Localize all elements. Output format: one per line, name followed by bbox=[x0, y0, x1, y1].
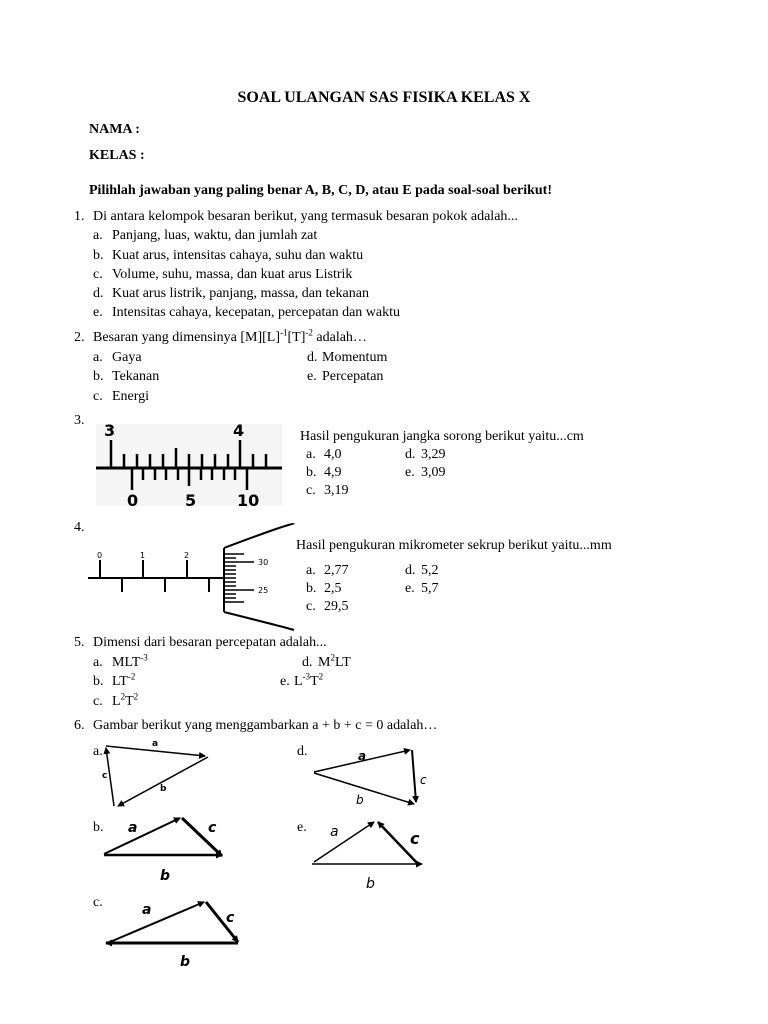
q4-option-c-letter: c. bbox=[306, 599, 316, 614]
q5-c-p1: L bbox=[112, 694, 121, 709]
q6-option-e-letter: e. bbox=[297, 820, 307, 835]
vector-label-a: a bbox=[330, 824, 339, 840]
q5-option-d-letter: d. bbox=[302, 655, 313, 670]
q4-option-d-text: 5,2 bbox=[421, 563, 439, 578]
q2-option-b-letter: b. bbox=[93, 369, 104, 384]
q1-option-d bbox=[93, 286, 104, 302]
q5-b-base: LT bbox=[112, 674, 128, 689]
q2-text-pre: Besaran yang dimensinya [M][L] bbox=[93, 330, 280, 345]
vector-label-c: c bbox=[410, 829, 420, 848]
q5-option-a-letter: a. bbox=[93, 655, 103, 670]
q1-option-b bbox=[93, 248, 104, 264]
q2-text-mid: [T] bbox=[287, 330, 306, 345]
q1-option-a-text: Panjang, luas, waktu, dan jumlah zat bbox=[112, 228, 318, 243]
q1-option-b-text: Kuat arus, intensitas cahaya, suhu dan waktu bbox=[112, 248, 364, 263]
q5-text: Dimensi dari besaran percepatan adalah... bbox=[93, 635, 327, 650]
q5-option-a-text bbox=[112, 652, 148, 671]
vector-a-arrow bbox=[314, 822, 374, 862]
thimble-ticks bbox=[224, 554, 254, 602]
vector-diagram-c bbox=[100, 890, 245, 970]
q5-option-e-text bbox=[294, 671, 324, 690]
q2-option-e-letter: e. bbox=[307, 369, 317, 384]
instruction: Pilihlah jawaban yang paling benar A, B, C, D, atau E pada soal-soal berikut! bbox=[89, 183, 553, 198]
option-letter: c. bbox=[93, 267, 103, 282]
q1-option-c-text: Volume, suhu, massa, dan kuat arus Listrik bbox=[112, 267, 353, 282]
q5-c-p2: T bbox=[125, 694, 134, 709]
sleeve-label-1: 1 bbox=[140, 551, 146, 560]
q2-option-a-letter: a. bbox=[93, 350, 103, 365]
q2-text-post: adalah… bbox=[312, 330, 367, 345]
sleeve-upper-ticks bbox=[100, 560, 187, 578]
q2-text bbox=[93, 327, 367, 346]
q6-text: Gambar berikut yang menggambarkan a + b + c = 0 adalah… bbox=[93, 718, 438, 733]
vector-diagram-a bbox=[100, 736, 215, 811]
vector-label-a: a bbox=[152, 739, 159, 749]
q6-option-b-letter: b. bbox=[93, 820, 104, 835]
vector-diagram-b bbox=[100, 812, 230, 887]
q5-e-p2: T bbox=[310, 674, 319, 689]
q2-number: 2. bbox=[74, 330, 85, 345]
q3-number: 3. bbox=[74, 413, 85, 428]
q2-option-d-text: Momentum bbox=[322, 350, 388, 365]
q5-a-exp: -3 bbox=[140, 652, 148, 663]
vector-a-arrow bbox=[110, 902, 204, 942]
q4-option-d-letter: d. bbox=[405, 563, 416, 578]
vector-label-b: b bbox=[160, 784, 167, 794]
thimble-label-30: 30 bbox=[258, 558, 269, 567]
q4-option-e-letter: e. bbox=[405, 581, 415, 596]
q4-option-a-text: 2,77 bbox=[324, 563, 349, 578]
q3-option-c-text: 3,19 bbox=[324, 483, 349, 498]
thimble-outline bbox=[224, 524, 294, 630]
vector-label-b: b bbox=[366, 876, 375, 892]
q1-option-e-text: Intensitas cahaya, kecepatan, percepatan dan waktu bbox=[112, 305, 401, 320]
q5-d-p2: LT bbox=[334, 655, 351, 670]
q5-option-e-letter: e. bbox=[280, 674, 290, 689]
q5-c-e1: 2 bbox=[120, 691, 126, 702]
q2-exp1: -1 bbox=[280, 327, 288, 338]
q1-option-c bbox=[93, 267, 103, 283]
q4-number: 4. bbox=[74, 520, 85, 535]
option-letter: e. bbox=[93, 305, 103, 320]
q5-d-p1: M bbox=[318, 655, 331, 670]
sleeve-label-0: 0 bbox=[97, 551, 103, 560]
vernier-label-0: 0 bbox=[127, 491, 139, 510]
q2-option-c-text: Energi bbox=[112, 389, 150, 404]
vernier-caliper-diagram bbox=[92, 420, 284, 510]
q4-option-b-text: 2,5 bbox=[324, 581, 342, 596]
q5-a-base: MLT bbox=[112, 655, 141, 670]
q4-option-c-text: 29,5 bbox=[324, 599, 349, 614]
thimble-label-25: 25 bbox=[258, 586, 269, 595]
q1-option-a bbox=[93, 228, 103, 244]
vector-diagram-d bbox=[310, 740, 440, 815]
vector-label-c: c bbox=[420, 773, 427, 787]
q2-option-a-text: Gaya bbox=[112, 350, 142, 365]
q5-option-b-letter: b. bbox=[93, 674, 104, 689]
q6-option-d-letter: d. bbox=[297, 744, 308, 759]
vector-c-arrow bbox=[412, 750, 416, 802]
q5-option-d-text bbox=[318, 652, 351, 671]
q4-option-a-letter: a. bbox=[306, 563, 316, 578]
vector-label-a: a bbox=[358, 749, 367, 763]
option-letter: b. bbox=[93, 248, 104, 263]
vector-a-arrow bbox=[104, 818, 180, 854]
option-letter: a. bbox=[93, 228, 103, 243]
q5-e-e1: -3 bbox=[302, 671, 311, 682]
q3-option-b-text: 4,9 bbox=[324, 465, 342, 480]
q5-number: 5. bbox=[74, 635, 85, 650]
q3-option-e-text: 3,09 bbox=[421, 465, 446, 480]
q6-option-c-letter: c. bbox=[93, 895, 103, 910]
sleeve-label-2: 2 bbox=[184, 551, 190, 560]
q5-option-c-text bbox=[112, 691, 139, 710]
vector-label-a: a bbox=[128, 820, 138, 836]
vector-label-b: b bbox=[180, 954, 191, 970]
q1-option-e bbox=[93, 305, 103, 321]
q4-text: Hasil pengukuran mikrometer sekrup berikut yaitu...mm bbox=[296, 538, 612, 553]
q5-e-e2: 2 bbox=[318, 671, 324, 682]
q2-option-b-text: Tekanan bbox=[112, 369, 160, 384]
main-scale-label-4: 4 bbox=[233, 421, 245, 440]
q3-option-d-text: 3,29 bbox=[421, 447, 446, 462]
q4-option-e-text: 5,7 bbox=[421, 581, 439, 596]
q6-option-a-letter: a. bbox=[93, 744, 103, 759]
q5-d-e1: 2 bbox=[330, 652, 335, 663]
vector-label-a: a bbox=[142, 902, 152, 918]
vector-label-b: b bbox=[356, 793, 364, 807]
q3-option-a-letter: a. bbox=[306, 447, 316, 462]
kelas-label: KELAS : bbox=[89, 148, 145, 163]
q2-option-d-letter: d. bbox=[307, 350, 318, 365]
sleeve-lower-ticks bbox=[122, 578, 209, 592]
q3-text: Hasil pengukuran jangka sorong berikut yaitu...cm bbox=[300, 429, 584, 444]
q5-option-b-text bbox=[112, 671, 136, 690]
option-letter: d. bbox=[93, 286, 104, 301]
vector-label-c: c bbox=[102, 771, 108, 781]
q1-option-d-text: Kuat arus listrik, panjang, massa, dan tekanan bbox=[112, 286, 369, 301]
vector-diagram-e bbox=[306, 812, 436, 892]
vector-b-arrow bbox=[118, 757, 208, 806]
q6-number: 6. bbox=[74, 718, 85, 733]
q5-option-c-letter: c. bbox=[93, 694, 103, 709]
main-scale-label-3: 3 bbox=[104, 421, 116, 440]
q2-exp2: -2 bbox=[305, 327, 313, 338]
vector-label-c: c bbox=[208, 820, 217, 836]
q4-option-b-letter: b. bbox=[306, 581, 317, 596]
q5-e-p1: L bbox=[294, 674, 303, 689]
q3-option-e-letter: e. bbox=[405, 465, 415, 480]
q1-text: Di antara kelompok besaran berikut, yang termasuk besaran pokok adalah... bbox=[93, 209, 518, 224]
q3-option-c-letter: c. bbox=[306, 483, 316, 498]
q3-option-d-letter: d. bbox=[405, 447, 416, 462]
q3-option-b-letter: b. bbox=[306, 465, 317, 480]
vector-b-arrow bbox=[314, 773, 414, 804]
micrometer-diagram bbox=[88, 522, 298, 632]
vernier-label-5: 5 bbox=[185, 491, 197, 510]
q1-number: 1. bbox=[74, 209, 85, 224]
q5-b-exp: -2 bbox=[127, 671, 136, 682]
q2-option-c-letter: c. bbox=[93, 389, 103, 404]
nama-label: NAMA : bbox=[89, 122, 140, 137]
page-title: SOAL ULANGAN SAS FISIKA KELAS X bbox=[237, 89, 531, 106]
vector-label-b: b bbox=[160, 868, 171, 884]
vernier-label-10: 10 bbox=[237, 491, 260, 510]
q5-c-e2: 2 bbox=[133, 691, 139, 702]
vector-label-c: c bbox=[226, 910, 235, 926]
q3-option-a-text: 4,0 bbox=[324, 447, 342, 462]
q2-option-e-text: Percepatan bbox=[322, 369, 384, 384]
